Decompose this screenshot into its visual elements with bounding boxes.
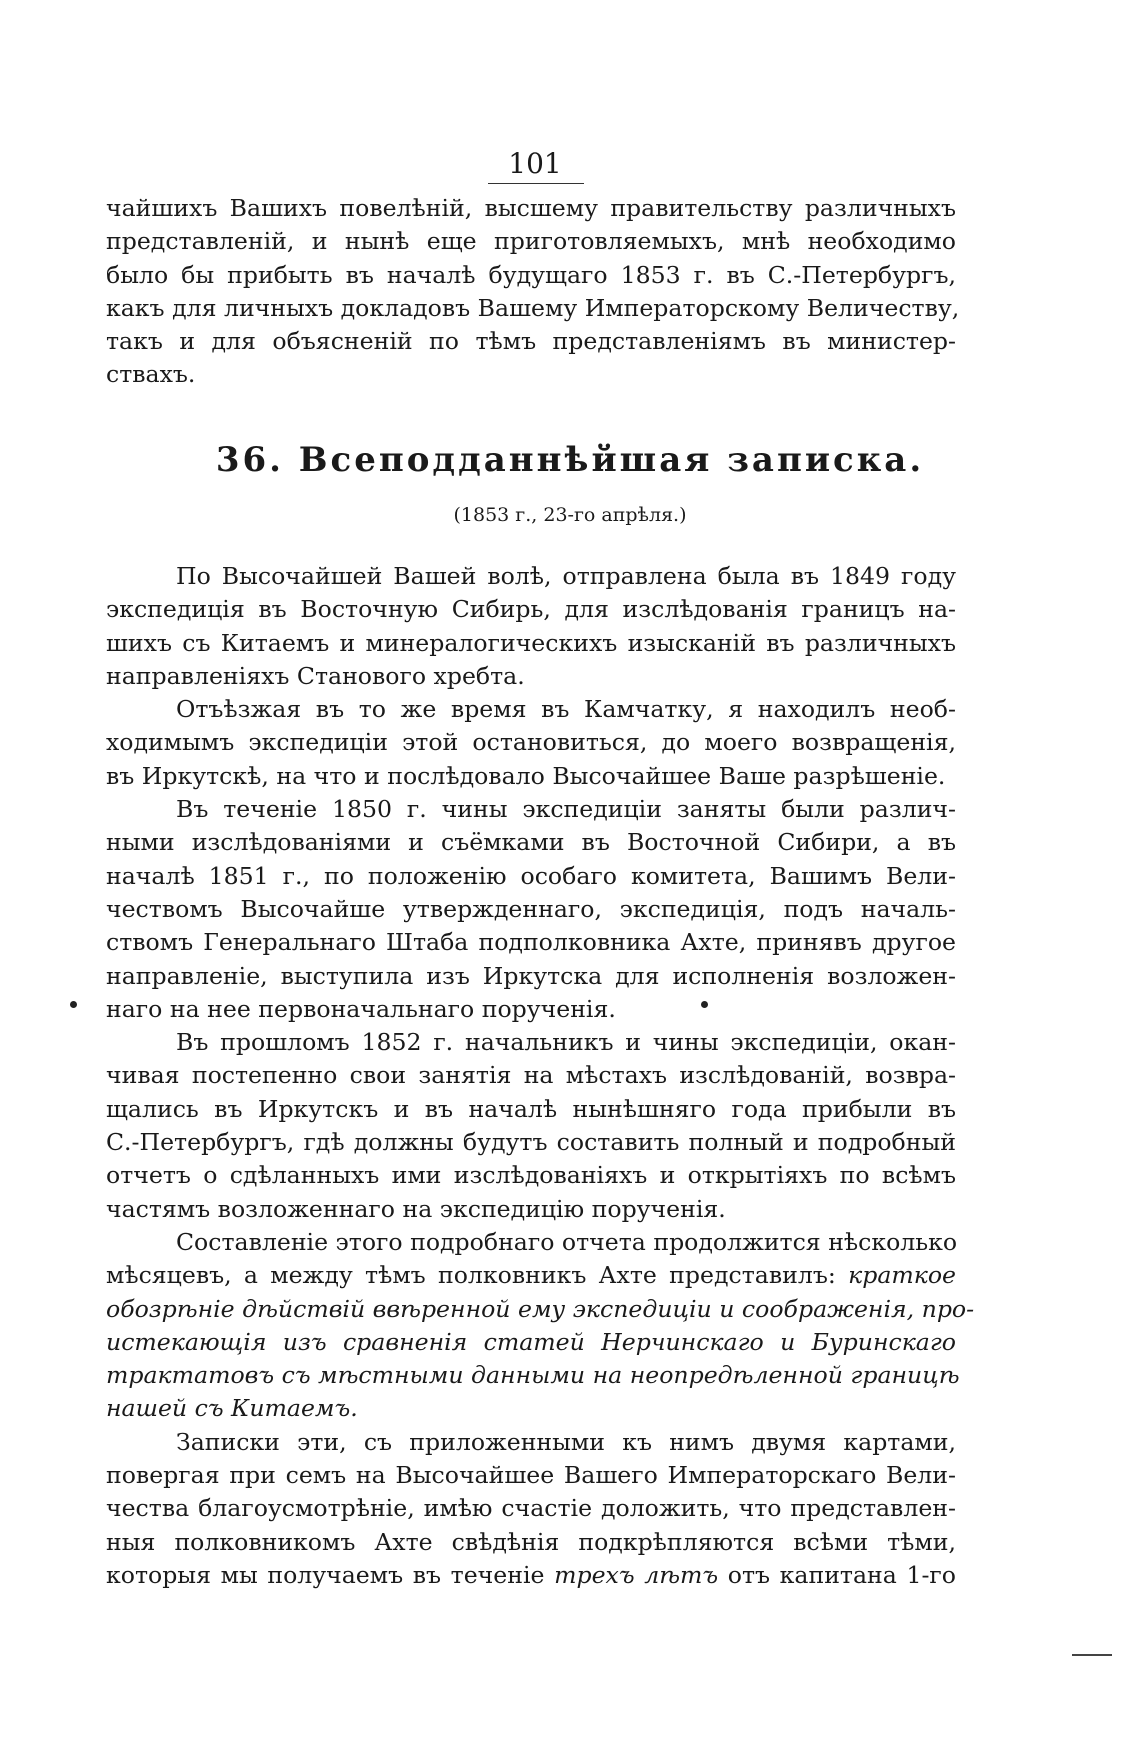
stray-dot: [701, 1001, 708, 1008]
text-line: въ Иркутскѣ, на что и послѣдовало Высочайшее Ваше разрѣшеніе.: [106, 761, 946, 790]
text-run: отъ капитана 1-го: [727, 1560, 956, 1589]
text-line: представленій, и нынѣ еще приготовляемыхъ, мнѣ необходимо: [106, 227, 956, 256]
text-line: [106, 1359, 960, 1392]
text-line: чивая постепенно свои занятія на мѣстахъ изслѣдованій, возвра-: [106, 1061, 956, 1090]
text-line: ныя полковникомъ Ахте свѣдѣнія подкрѣпляются всѣми тѣми,: [106, 1527, 956, 1556]
text-line: С.-Петербургъ, гдѣ должны будутъ составить полный и подробный: [106, 1128, 956, 1157]
text-line: Составленіе этого подробнаго отчета продолжится нѣсколько: [176, 1227, 958, 1256]
text-line: чествомъ Высочайше утвержденнаго, экспедиція, подъ началь-: [106, 894, 956, 923]
text-line: направленіе, выступила изъ Иркутска для исполненія возложен-: [106, 961, 956, 990]
text-line: чества благоусмотрѣніе, имѣю счастіе доложить, что представлен-: [106, 1494, 956, 1523]
text-line: ствахъ.: [106, 360, 196, 389]
text-line: повергая при семъ на Высочайшее Вашего Императорскаго Вели-: [106, 1461, 956, 1490]
text-line: экспедиція въ Восточную Сибирь, для изслѣдованія границъ на-: [106, 595, 956, 624]
italic-run: краткое: [848, 1261, 957, 1290]
text-line: какъ для личныхъ докладовъ Вашему Императорскому Величеству,: [106, 293, 960, 322]
text-run: мѣсяцевъ, а между тѣмъ полковникъ Ахте представилъ:: [106, 1261, 836, 1290]
italic-run: обозрѣніе дѣйствій ввѣренной ему экспедиціи и соображенія, про-: [106, 1294, 975, 1323]
text-line: ствомъ Генеральнаго Штаба подполковника Ахте, принявъ другое: [106, 928, 956, 957]
italic-run: трактатовъ съ мѣстными данными на неопредѣленной границѣ: [106, 1361, 960, 1390]
text-line: шихъ съ Китаемъ и минералогическихъ изысканій въ различныхъ: [106, 628, 956, 657]
text-line: Въ теченіе 1850 г. чины экспедиціи заняты были различ-: [176, 795, 956, 824]
text-line: было бы прибыть въ началѣ будущаго 1853 г. въ С.-Петербургъ,: [106, 260, 956, 289]
text-line: частямъ возложеннаго на экспедицію порученія.: [106, 1194, 726, 1223]
text-line: Записки эти, съ приложенными къ нимъ двумя картами,: [176, 1427, 956, 1456]
margin-rule: [1072, 1654, 1112, 1656]
text-line: чайшихъ Вашихъ повелѣній, высшему правительству различныхъ: [106, 194, 956, 222]
italic-run: нашей съ Китаемъ.: [106, 1394, 358, 1423]
text-line: [106, 1259, 956, 1292]
text-line: По Высочайшей Вашей волѣ, отправлена была въ 1849 году: [176, 562, 956, 590]
text-line: Въ прошломъ 1852 г. начальникъ и чины экспедиціи, окан-: [176, 1028, 956, 1057]
italic-run: истекающія изъ сравненія статей Нерчинскаго и Буринскаго: [106, 1327, 956, 1356]
text-line: [106, 1326, 956, 1359]
section-heading: 36. Всеподданнѣйшая записка.: [215, 440, 925, 480]
text-line: ными изслѣдованіями и съёмками въ Восточной Сибири, а въ: [106, 828, 956, 857]
text-line: началѣ 1851 г., по положенію особаго комитета, Вашимъ Вели-: [106, 861, 956, 890]
section-date: (1853 г., 23-го апрѣля.): [453, 504, 687, 526]
text-line: [106, 1293, 975, 1326]
text-line: [106, 1392, 956, 1425]
text-line: ходимымъ экспедиціи этой остановиться, до моего возвращенія,: [106, 728, 956, 757]
text-line: направленіяхъ Станового хребта.: [106, 661, 525, 690]
continuation-paragraph: [106, 192, 960, 392]
text-line: такъ и для объясненій по тѣмъ представленіямъ въ министер-: [106, 327, 956, 356]
italic-run: трехъ лѣтъ: [554, 1560, 719, 1589]
page-number-rule: [488, 183, 584, 184]
text-line: [106, 1559, 956, 1592]
text-line: отчетъ о сдѣланныхъ ими изслѣдованіяхъ и открытіяхъ по всѣмъ: [106, 1161, 956, 1190]
text-line: Отъѣзжая въ то же время въ Камчатку, я находилъ необ-: [176, 695, 956, 724]
body-text: [106, 560, 975, 1592]
text-line: наго на нее первоначальнаго порученія.: [106, 994, 616, 1023]
text-run: которыя мы получаемъ въ теченіе: [106, 1560, 545, 1589]
page-number: 101: [508, 147, 562, 180]
margin-dot: [70, 1001, 77, 1008]
text-line: щались въ Иркутскъ и въ началѣ нынѣшняго года прибыли въ: [106, 1094, 956, 1123]
